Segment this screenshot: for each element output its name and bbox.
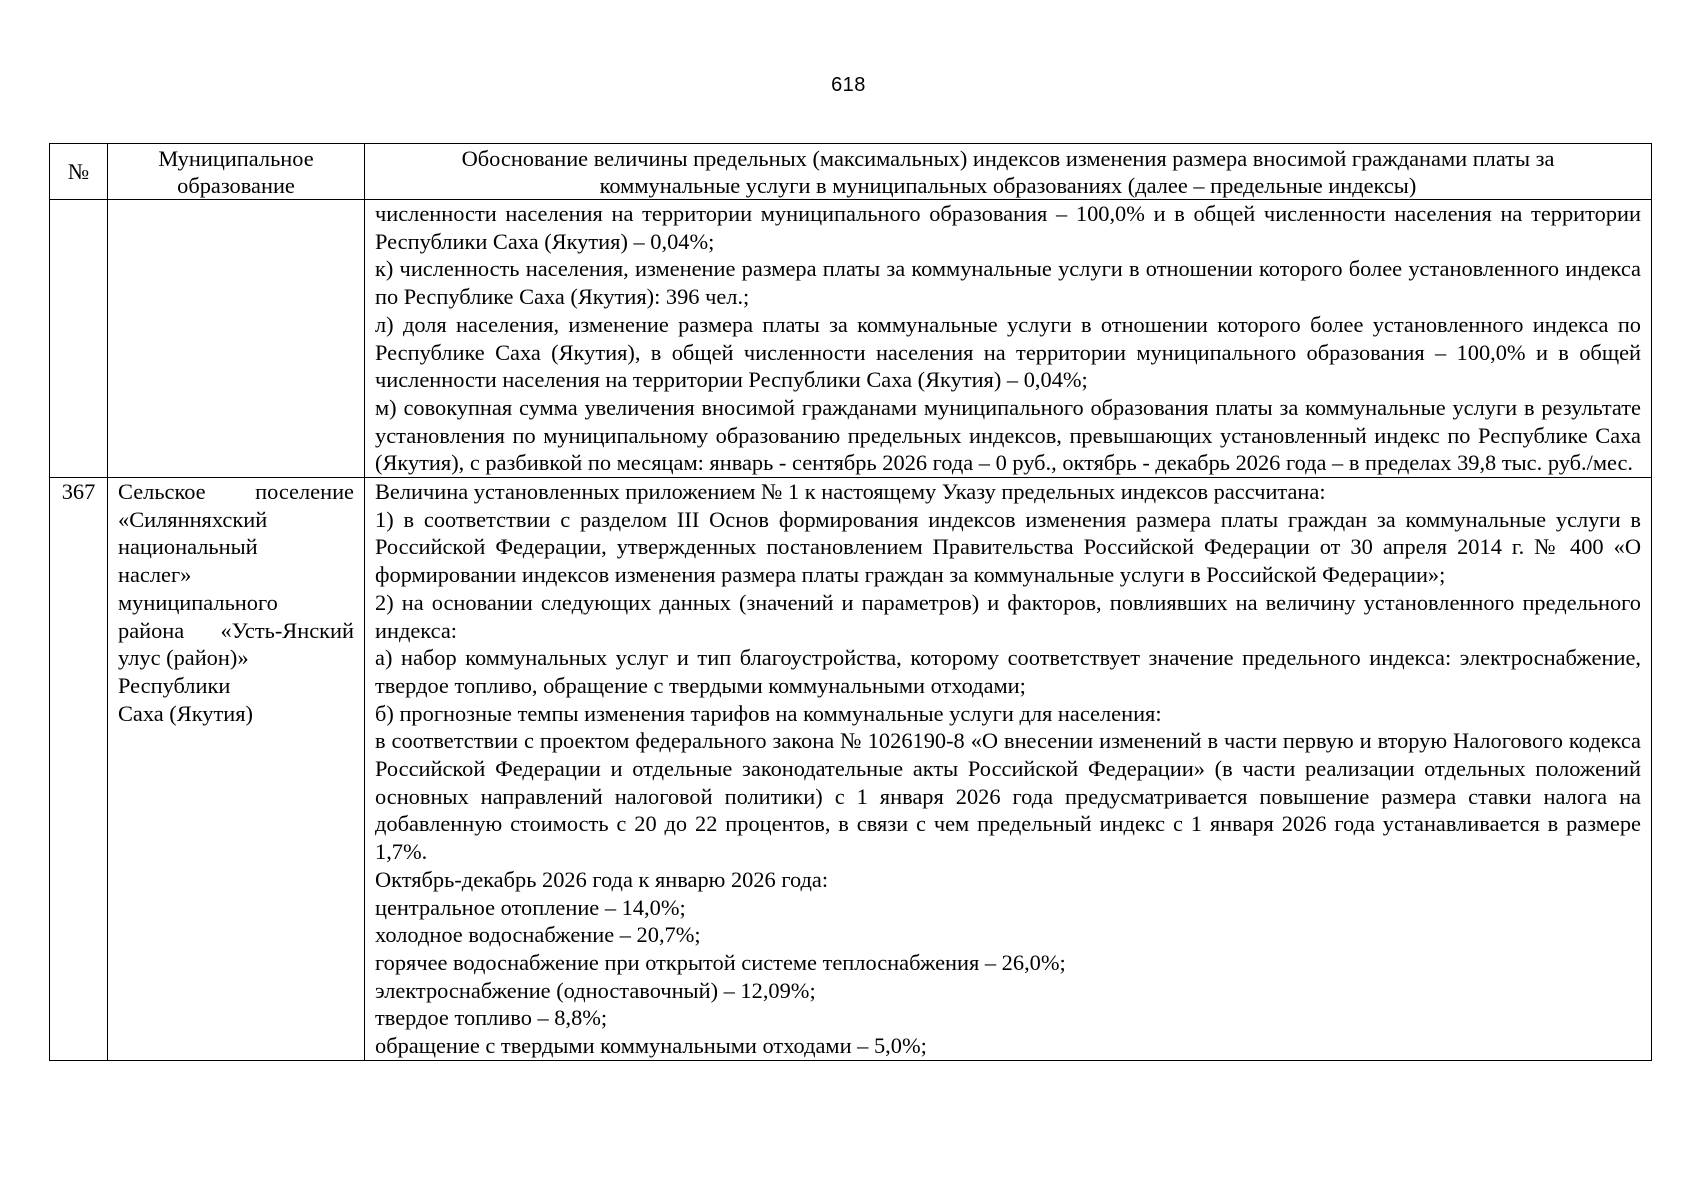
municipality-line: национальный xyxy=(118,534,258,560)
row-justification xyxy=(365,478,1652,1061)
header-number: № xyxy=(50,144,108,200)
row-justification xyxy=(365,200,1652,478)
header-justification: Обоснование величины предельных (максимальных) индексов изменения размера вносимой гражданами платы за коммунальные услуги в муниципальных образованиях (далее – предельные индексы) xyxy=(365,144,1652,200)
municipality-line: Сельское поселение xyxy=(118,479,354,505)
paragraph: электроснабжение (одноставочный) – 12,09%; xyxy=(375,977,816,1003)
row-municipality xyxy=(108,478,365,1061)
municipality-line: Республики xyxy=(118,672,231,698)
paragraph: б) прогнозные темпы изменения тарифов на коммунальные услуги для населения: xyxy=(375,700,1162,726)
paragraph: твердое топливо – 8,8%; xyxy=(375,1005,608,1031)
municipality-line: «Силянняхский xyxy=(118,506,268,532)
table-row-367 xyxy=(50,478,1652,1061)
municipality-line: района «Усть-Янский xyxy=(118,617,354,643)
page-number: 618 xyxy=(831,74,866,96)
paragraph: 1) в соответствии с разделом III Основ формирования индексов изменения размера платы граждан за коммунальные услуги в Российской Федерации, утвержденных постановлением Правительства Российской Федерации от 30 апреля 2014 г. № 400 «О формировании индексов изменения размера платы граждан за коммунальные услуги в Российской Федерации»; xyxy=(375,506,1641,588)
paragraph: численности населения на территории муниципального образования – 100,0% и в общей численности населения на территории Республики Саха (Якутия) – 0,04%; xyxy=(375,201,1641,254)
paragraph: холодное водоснабжение – 20,7%; xyxy=(375,922,701,948)
table-header-row xyxy=(50,144,1652,200)
paragraph: 2) на основании следующих данных (значений и параметров) и факторов, повлиявших на величину установленного предельного индекса: xyxy=(375,589,1641,643)
paragraph: в соответствии с проектом федерального закона № 1026190-8 «О внесении изменений в части первую и вторую Налогового кодекса Российской Федерации и отдельные законодательные акты Российской Федерации» (в части реализации отдельных положений основных направлений налоговой политики) с 1 января 2026 года предусматривается повышение размера ставки налога на добавленную стоимость с 20 до 22 процентов, в связи с чем предельный индекс с 1 января 2026 года устанавливается в размере 1,7%. xyxy=(375,728,1641,865)
indices-table xyxy=(49,143,1652,1061)
row-number: 367 xyxy=(50,478,108,1061)
paragraph: а) набор коммунальных услуг и тип благоустройства, которому соответствует значение предельного индекса: электроснабжение, твердое топливо, обращение с твердыми коммунальными отходами; xyxy=(375,645,1641,698)
paragraph: к) численность населения, изменение размера платы за коммунальные услуги в отношении которого более установленного индекса по Республике Саха (Якутия): 396 чел.; xyxy=(375,256,1641,310)
paragraph: центральное отопление – 14,0%; xyxy=(375,894,686,920)
municipality-line: наслег» xyxy=(118,562,192,588)
table-row-continued xyxy=(50,200,1652,478)
paragraph: Величина установленных приложением № 1 к настоящему Указу предельных индексов рассчитана: xyxy=(375,479,1326,505)
municipality-line: муниципального xyxy=(118,589,278,615)
header-municipality: Муниципальное образование xyxy=(108,144,365,200)
row-number xyxy=(50,200,108,478)
paragraph: л) доля населения, изменение размера платы за коммунальные услуги в отношении которого более установленного индекса по Республике Саха (Якутия), в общей численности населения на территории муниципального образования – 100,0% и в общей численности населения на территории Республики Саха (Якутия) – 0,04%; xyxy=(375,311,1641,393)
municipality-line: улус (район)» xyxy=(118,645,249,671)
paragraph: горячее водоснабжение при открытой системе теплоснабжения – 26,0%; xyxy=(375,949,1066,975)
row-municipality xyxy=(108,200,365,478)
paragraph: м) совокупная сумма увеличения вносимой гражданами муниципального образования платы за коммунальные услуги в результате установления по муниципальному образованию предельных индексов, превышающих установленный индекс по Республике Саха (Якутия), с разбивкой по месяцам: январь - сентябрь 2026 года – 0 руб., октябрь - декабрь 2026 года – в пределах 39,8 тыс. руб./мес. xyxy=(375,394,1641,476)
municipality-line: Саха (Якутия) xyxy=(118,700,253,726)
paragraph: Октябрь-декабрь 2026 года к январю 2026 года: xyxy=(375,866,829,892)
paragraph: обращение с твердыми коммунальными отходами – 5,0%; xyxy=(375,1033,927,1059)
